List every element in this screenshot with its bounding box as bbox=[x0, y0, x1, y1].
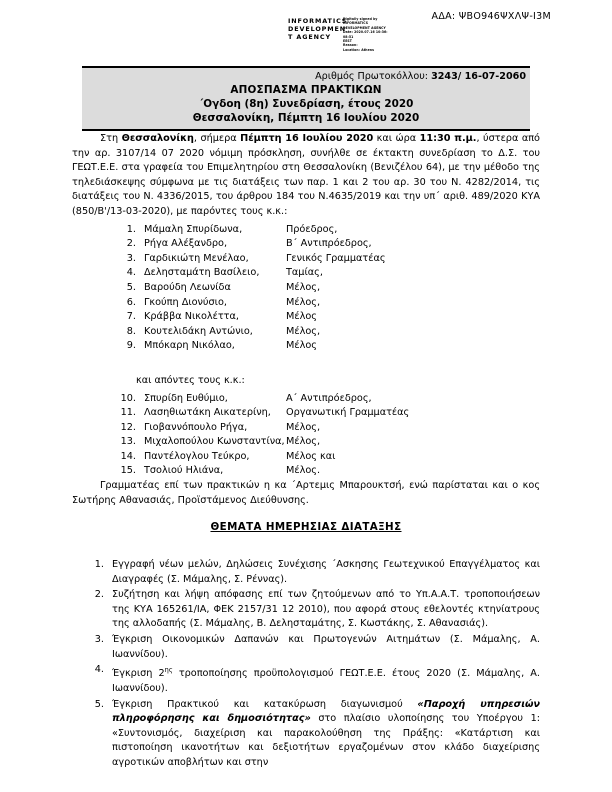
member-name: Κουτελιδάκη Αντώνιο, bbox=[144, 325, 253, 337]
member-number: 6. bbox=[126, 296, 136, 308]
agenda-item-text bbox=[104, 663, 540, 696]
member-number: 4. bbox=[126, 267, 136, 279]
title-box bbox=[82, 66, 530, 131]
agenda-item-number: 4. bbox=[94, 664, 104, 676]
member-role: Μέλος, bbox=[286, 296, 321, 308]
agenda-section bbox=[88, 558, 540, 772]
member-role: Μέλος bbox=[286, 340, 317, 352]
secretary-paragraph: Γραμματέας επί των πρακτικών η κα ΄Αρτεμις Μπαρουκτσή, ενώ παρίσταται και ο κος Σωτήρης Αθανασιάς, Προϊστάμενος Διεύθυνσης. bbox=[72, 480, 540, 506]
member-number: 7. bbox=[126, 311, 136, 323]
signature-details: Digitally signed by INFORMATICS DEVELOPMENT AGENCY Date: 2020.07.16 10:36: 08:51 EEST Reason: Location: Athens bbox=[343, 17, 388, 52]
member-name: Κράββα Νικολέττα, bbox=[144, 311, 239, 323]
agenda-heading: ΘΕΜΑΤΑ ΗΜΕΡΗΣΙΑΣ ΔΙΑΤΑΞΗΣ bbox=[210, 521, 402, 533]
present-member-row bbox=[72, 252, 540, 267]
agenda-item-text: Συζήτηση και λήψη απόφασης επί των ζητούμενων από το Υπ.Α.Α.Τ. τροποποιήσεων της ΚΥΑ 165261/ΙΑ, ΦΕΚ 2157/31 12 2010), που αφορά στους εθελοντές κτηνίατρους της αλλοδαπής (Σ. Μάμαλης, Β. Δελησταμάτης, Σ. Κωστάκης, Σ. Αθανασιάς). bbox=[112, 589, 540, 630]
member-number: 3. bbox=[126, 252, 136, 264]
member-number: 8. bbox=[126, 325, 136, 337]
member-number: 2. bbox=[126, 238, 136, 250]
agenda-text-post: στο πλαίσιο υλοποίησης του Υποέργου 1: «Συντονισμός, διαχείριση και παρακολούθηση της Πράξης: «Κατάρτιση και πιστοποίηση ικανοτήτων και δεξιοτήτων εργαζομένων στον κλάδο διαχείρισης αγροτικών αποβλήτων και στην bbox=[112, 713, 541, 768]
absent-member-row bbox=[72, 450, 540, 465]
intro-time: 11:30 π.μ. bbox=[419, 133, 477, 144]
member-role: Μέλος bbox=[286, 311, 317, 323]
agenda-text-pre: Έγκριση Πρακτικού και κατακύρωση διαγωνισμού bbox=[112, 698, 418, 710]
agenda-item-number: 2. bbox=[94, 589, 104, 601]
present-member-row bbox=[72, 281, 540, 296]
member-name: Βαρούδη Λεωνίδα bbox=[144, 281, 231, 293]
member-role: Γενικός Γραμματέας bbox=[286, 252, 386, 264]
absent-member-row bbox=[72, 464, 540, 479]
protocol-value: 3243/ 16-07-2060 bbox=[431, 71, 526, 82]
protocol-label: Αριθμός Πρωτοκόλλου: bbox=[315, 71, 429, 82]
agenda-item-text: Έγκριση Οικονομικών Δαπανών και Πρωτογενών Αιτημάτων (Σ. Μάμαλης, Α. Ιωαννίδου). bbox=[112, 633, 540, 660]
member-name: Δελησταμάτη Βασίλειο, bbox=[144, 267, 260, 279]
document-body bbox=[72, 132, 540, 508]
agenda-item-text bbox=[104, 698, 540, 771]
member-name: Μπόκαρη Νικόλαο, bbox=[144, 340, 235, 352]
intro-text-4: , ύστερα από την αρ. 3107/14 07 2020 νόμιμη πρόσκληση, συνήλθε σε έκτακτη συνεδρίαση το Δ.Σ. του ΓΕΩΤ.Ε.Ε. στα γραφεία του Επιμελητηρίου στη Θεσσαλονίκη (Βενιζέλου 64), με την μέθοδο της τηλεδιάσκεψης σύμφωνα με τις διατάξεις των παρ. 1 και 2 του αρ. 30 του Ν. 4282/2014, τις διατάξεις του Ν. 4336/2015, του άρθρου 184 του Ν.4635/2019 και την υπ΄ αριθ. 489/2020 ΚΥΑ (850/Β'/13-03-2020), με παρόντες τους κ.κ.: bbox=[72, 133, 540, 217]
member-name: Ρήγα Αλέξανδρο, bbox=[144, 238, 228, 250]
member-name: Γιοβαννόπουλο Ρήγα, bbox=[144, 421, 248, 433]
member-number: 9. bbox=[126, 340, 136, 352]
absent-member-row bbox=[72, 392, 540, 407]
agenda-item bbox=[88, 588, 540, 632]
location-date-line: Θεσσαλονίκη, Πέμπτη 16 Ιουλίου 2020 bbox=[192, 112, 420, 124]
agenda-item bbox=[88, 558, 540, 587]
present-member-row bbox=[72, 266, 540, 281]
member-role: Οργανωτική Γραμματέας bbox=[286, 407, 410, 419]
member-role: Μέλος, bbox=[286, 325, 321, 337]
member-number: 5. bbox=[126, 281, 136, 293]
absent-members-heading: και απόντες τους κ.κ.: bbox=[136, 374, 245, 386]
agenda-text-italic: «Παροχή υπηρεσιών πληροφόρησης και δημοσιότητας» bbox=[112, 698, 540, 725]
present-member-row bbox=[72, 310, 540, 325]
agenda-item bbox=[88, 663, 540, 696]
member-name: Μιχαλοπούλου Κωνσταντίνα, bbox=[144, 436, 285, 448]
member-role: Μέλος, bbox=[286, 421, 321, 433]
ada-code: ΑΔΑ: ΨΒΟ946ΨΧΛΨ-Ι3Μ bbox=[431, 11, 551, 22]
present-members-list bbox=[72, 223, 540, 354]
member-number: 12. bbox=[120, 421, 136, 433]
present-member-row bbox=[72, 339, 540, 354]
absent-member-row bbox=[72, 421, 540, 436]
agenda-item-number: 5. bbox=[94, 698, 104, 710]
session-line: ΄Ογδοη (8η) Συνεδρίαση, έτους 2020 bbox=[198, 98, 414, 110]
intro-text-1: Στη bbox=[100, 133, 122, 144]
member-role: Πρόεδρος, bbox=[286, 223, 338, 235]
member-name: Παντέλογλου Τεύκρο, bbox=[144, 450, 250, 462]
absent-member-row bbox=[72, 406, 540, 421]
member-role: Μέλος. bbox=[286, 465, 321, 477]
intro-date: Πέμπτη 16 Ιουλίου 2020 bbox=[240, 133, 374, 144]
present-member-row bbox=[72, 325, 540, 340]
intro-text-3: και ώρα bbox=[373, 133, 420, 144]
member-number: 11. bbox=[120, 407, 136, 419]
protocol-number bbox=[82, 70, 530, 83]
agenda-item-text: Εγγραφή νέων μελών, Δηλώσεις Συνέχισης ΄Ασκησης Γεωτεχνικού Επαγγέλματος και Διαγραφές (Σ. Μάμαλης, Σ. Ρέννας). bbox=[112, 559, 540, 585]
member-name: Τσολιού Ηλιάνα, bbox=[144, 465, 224, 477]
intro-city: Θεσσαλονίκη bbox=[121, 133, 194, 144]
member-role: Μέλος, bbox=[286, 436, 321, 448]
agenda-text-superscript: ης bbox=[164, 666, 173, 675]
member-role: Ταμίας, bbox=[286, 267, 323, 279]
agenda-item bbox=[88, 633, 540, 662]
member-role: Μέλος, bbox=[286, 281, 321, 293]
member-role: Β΄ Αντιπρόεδρος, bbox=[286, 238, 372, 250]
absent-members-list bbox=[72, 392, 540, 480]
member-name: Γκούπη Διονύσιο, bbox=[144, 296, 227, 308]
absent-member-row bbox=[72, 435, 540, 450]
member-number: 10. bbox=[120, 392, 136, 404]
member-number: 13. bbox=[120, 436, 136, 448]
intro-text-2: , σήμερα bbox=[193, 133, 241, 144]
present-member-row bbox=[72, 237, 540, 252]
signature-agency-name: INFORMATICS DEVELOPMEN T AGENCY bbox=[288, 17, 348, 42]
member-number: 14. bbox=[120, 450, 136, 462]
agenda-text-post: τροποποίησης προϋπολογισμού ΓΕΩΤ.Ε.Ε. έτους 2020 (Σ. Μάμαλης, Α. Ιωαννίδου). bbox=[112, 668, 541, 694]
present-member-row bbox=[72, 296, 540, 311]
member-number: 1. bbox=[126, 223, 136, 235]
intro-paragraph bbox=[72, 132, 540, 220]
digital-signature-stamp bbox=[288, 17, 388, 52]
agenda-text-pre: Έγκριση 2 bbox=[112, 668, 165, 680]
agenda-items-list bbox=[88, 558, 540, 771]
member-number: 15. bbox=[120, 465, 136, 477]
member-name: Λασηθιωτάκη Αικατερίνη, bbox=[144, 407, 271, 419]
member-role: Α΄ Αντιπρόεδρος, bbox=[286, 392, 372, 404]
agenda-item-number: 3. bbox=[94, 633, 104, 645]
member-name: Σπυρίδη Ευθύμιο, bbox=[144, 392, 228, 404]
document-title: ΑΠΟΣΠΑΣΜΑ ΠΡΑΚΤΙΚΩΝ bbox=[230, 84, 382, 96]
present-member-row bbox=[72, 223, 540, 238]
member-name: Γαρδικιώτη Μενέλαο, bbox=[144, 252, 249, 264]
agenda-item-number: 1. bbox=[94, 559, 104, 570]
agenda-item bbox=[88, 698, 540, 771]
member-name: Μάμαλη Σπυρίδωνα, bbox=[144, 223, 243, 235]
member-role: Μέλος και bbox=[286, 450, 336, 462]
